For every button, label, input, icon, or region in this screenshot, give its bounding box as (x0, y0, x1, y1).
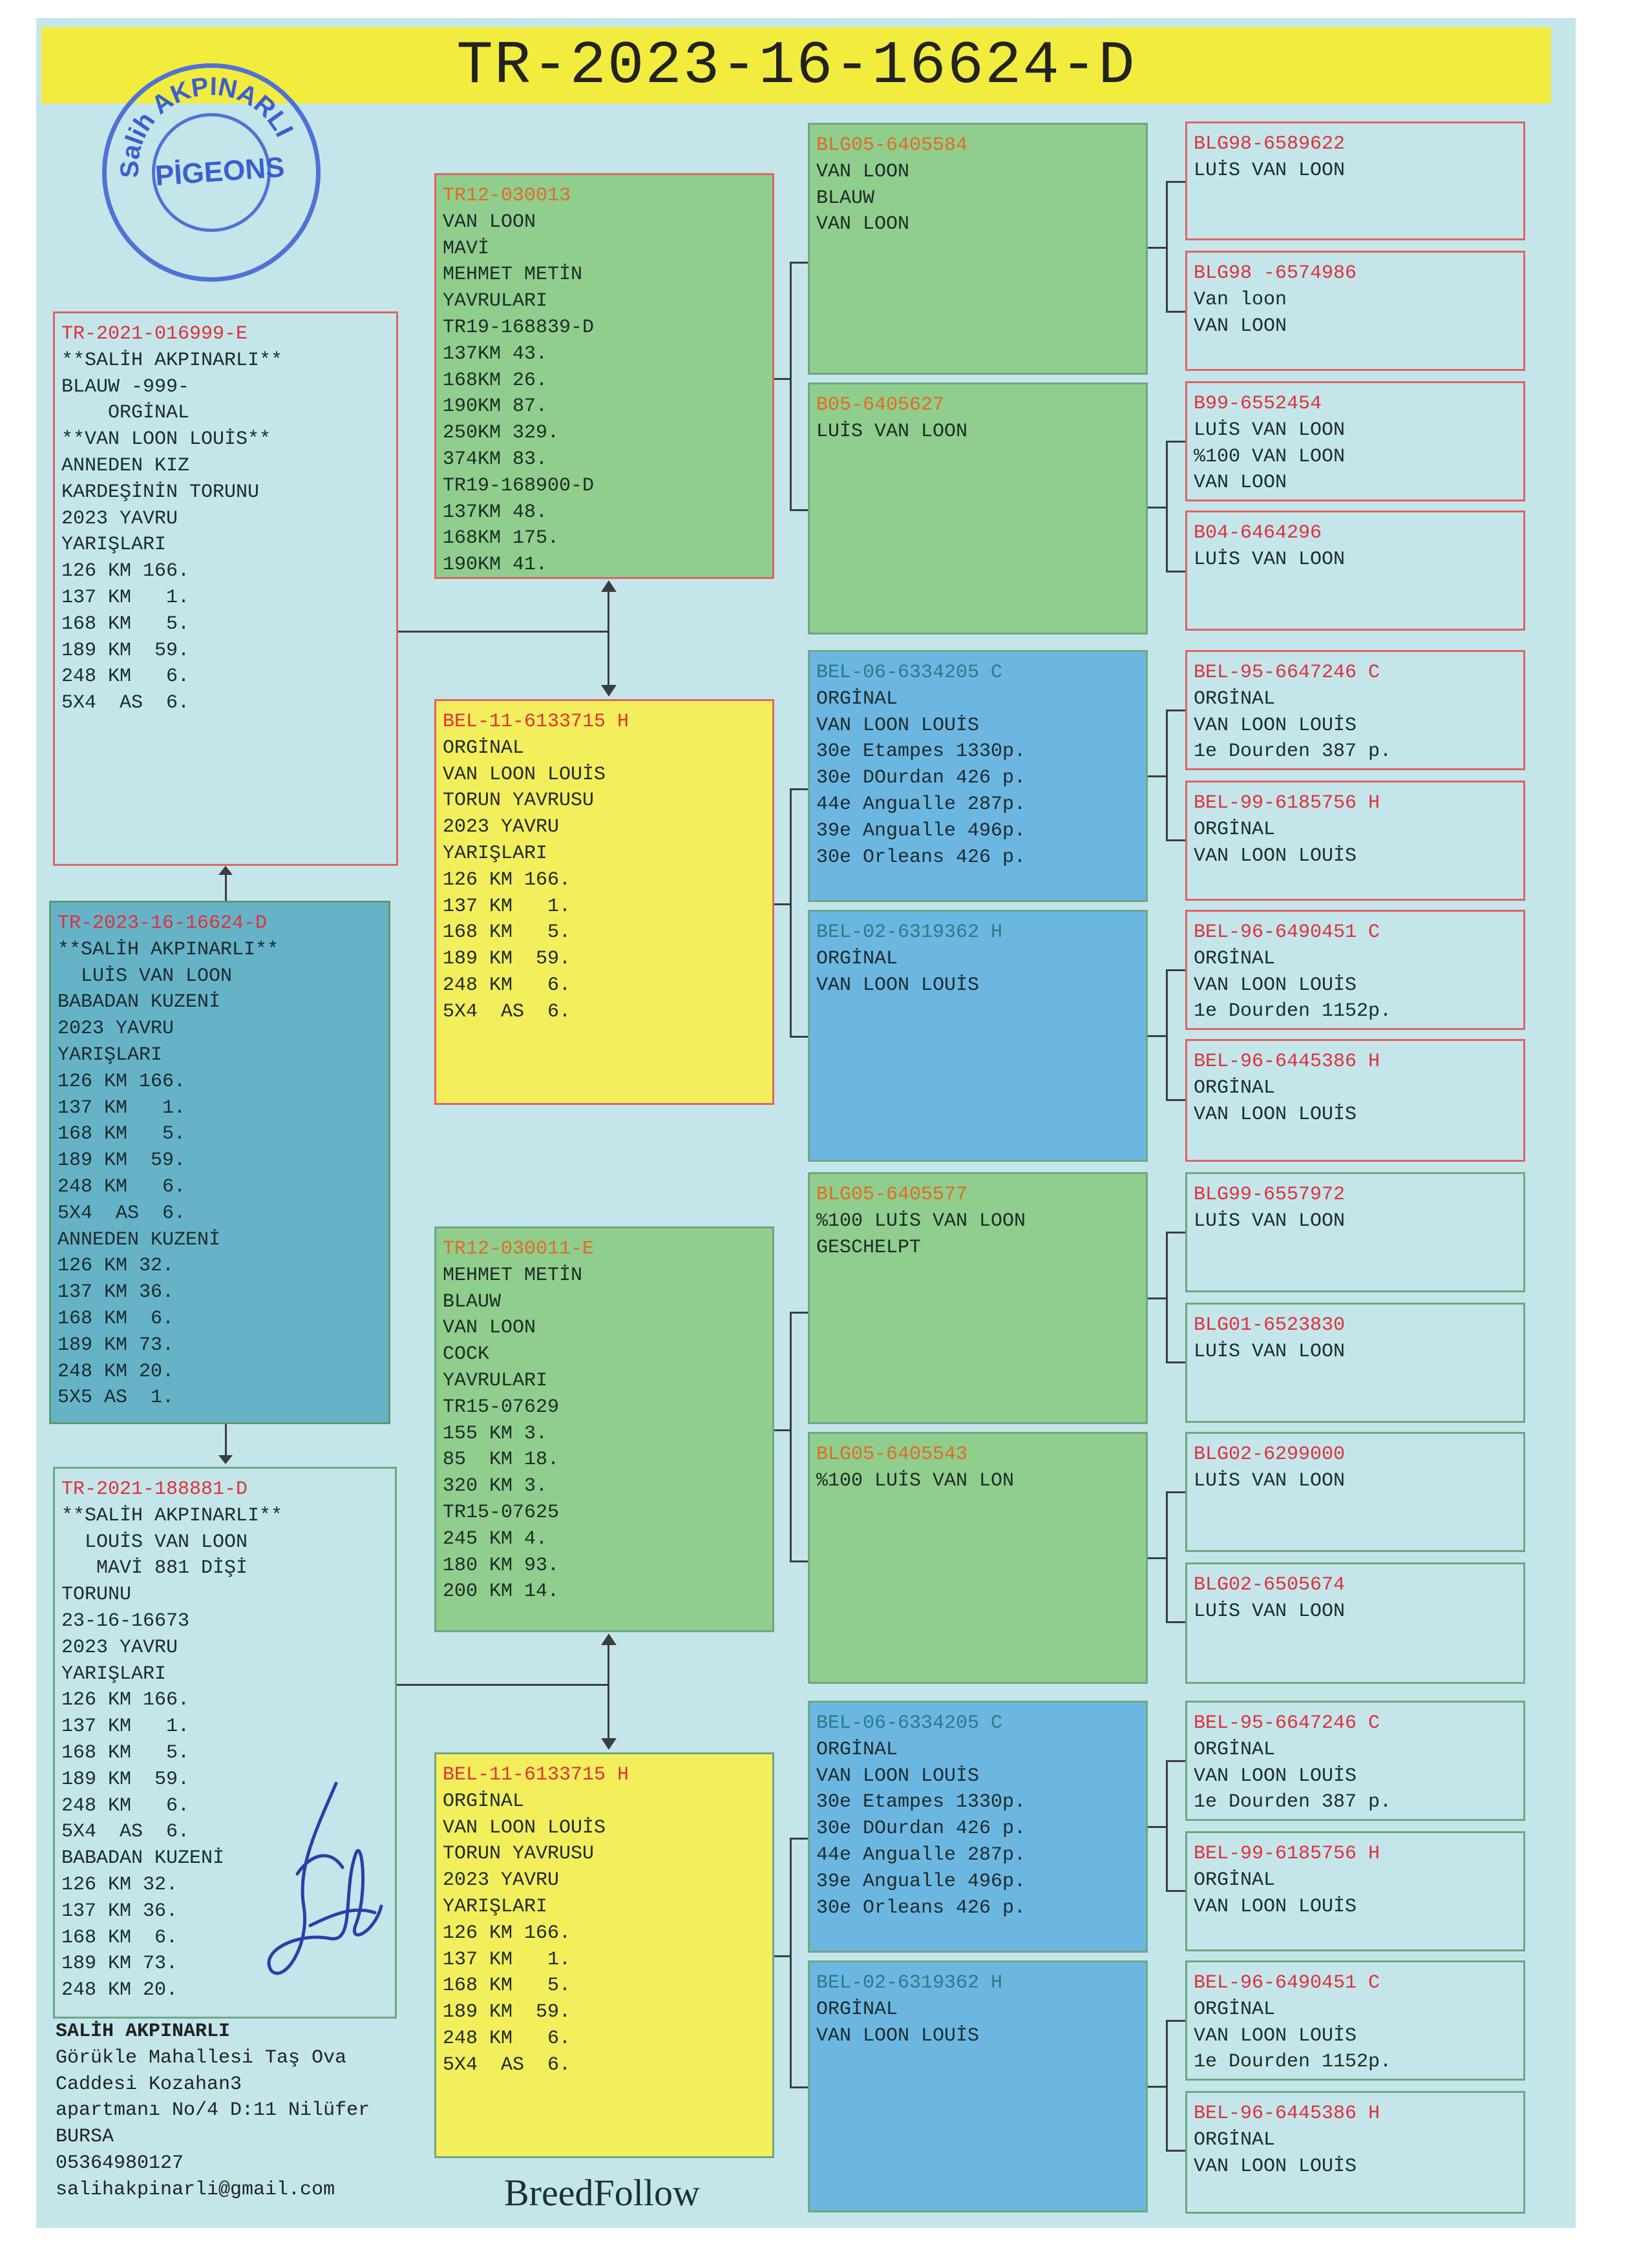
pedigree-line: **SALİH AKPINARLI** (61, 1504, 283, 1527)
pedigree-line: BLAUW (443, 1290, 502, 1313)
pedigree-line: VAN LOON (816, 213, 910, 236)
ring-number: BEL-99-6185756 H (1194, 792, 1380, 814)
connector-line (1166, 2020, 1185, 2022)
connector-line (1148, 1297, 1167, 1299)
connector-line (1166, 2150, 1185, 2152)
pedigree-line: VAN LOON LOUİS (1194, 714, 1357, 737)
ring-number: BLG99-6557972 (1194, 1184, 1346, 1206)
ring-number: BLG98-6589622 (1194, 133, 1346, 155)
pedigree-line: 30e DOurdan 426 p. (816, 767, 1026, 790)
ring-number: BLG05-6405543 (816, 1444, 968, 1465)
pedigree-line: LUİS VAN LOON (1194, 1469, 1346, 1492)
ancestor-box (1185, 510, 1525, 631)
pedigree-line: 137KM 48. (443, 501, 548, 523)
pedigree-line: 137 KM 1. (443, 895, 571, 918)
great-grandparent-box (808, 1960, 1148, 2212)
great-grandparent-box (808, 1172, 1148, 1424)
pedigree-line: LUİS VAN LOON (1194, 159, 1346, 182)
pedigree-line: BABADAN KUZENİ (61, 1847, 225, 1870)
pedigree-line: 189 KM 59. (443, 948, 571, 971)
ancestor-box (1185, 1960, 1525, 2081)
pedigree-line: 168 KM 5. (58, 1123, 186, 1146)
ring-number: B04-6464296 (1194, 522, 1322, 544)
pedigree-line: 180 KM 93. (443, 1554, 560, 1577)
ring-number: TR-2021-188881-D (61, 1478, 248, 1500)
pedigree-line: 190KM 41. (443, 554, 548, 576)
breeder-contact (56, 2019, 443, 2203)
pedigree-line: LUİS VAN LOON (58, 965, 233, 987)
pedigree-line: 190KM 87. (443, 395, 548, 418)
stamp-center-text: PİGEONS (154, 151, 286, 193)
great-grandparent-box (808, 910, 1148, 1162)
pedigree-line: 30e Orleans 426 p. (816, 846, 1026, 868)
connector-line (1166, 1491, 1185, 1493)
ring-number: BEL-06-6334205 C (816, 662, 1003, 684)
pedigree-line: **VAN LOON LOUİS** (61, 428, 271, 451)
pedigree-line: 126 KM 166. (443, 1922, 571, 1944)
ancestor-box (1185, 1172, 1525, 1292)
pedigree-line: 39e Angualle 496p. (816, 819, 1026, 842)
pedigree-line: LUİS VAN LOON (1194, 419, 1346, 441)
ring-number: BEL-11-6133715 H (443, 711, 629, 733)
contact-line: Caddesi Kozahan3 (56, 2073, 242, 2095)
ancestor-box (1185, 910, 1525, 1030)
pedigree-line: ORGİNAL (1194, 1738, 1276, 1761)
connector-line (790, 509, 808, 511)
pedigree-line: VAN LOON (443, 1317, 536, 1339)
arrow-up-icon (218, 866, 233, 875)
ancestor-box (1185, 650, 1525, 770)
pedigree-line: ORGİNAL (61, 402, 190, 425)
pedigree-line: 137 KM 1. (61, 586, 190, 609)
contact-line: salihakpinarli@gmail.com (56, 2178, 335, 2201)
connector-line (1166, 1621, 1185, 1623)
ring-number: TR-2021-016999-E (61, 323, 248, 345)
pedigree-line: VAN LOON LOUİS (1194, 2155, 1357, 2178)
ancestor-box (1185, 251, 1525, 371)
pedigree-line: 30e DOurdan 426 p. (816, 1818, 1026, 1840)
connector-line (1166, 1760, 1168, 1892)
pedigree-line: 168KM 175. (443, 527, 560, 550)
great-grandparent-box (808, 383, 1148, 635)
connector-line (1166, 1890, 1185, 1892)
pedigree-line: VAN LOON LOUİS (1194, 1765, 1357, 1787)
pedigree-line: 200 KM 14. (443, 1580, 560, 1603)
pedigree-line: VAN LOON (443, 211, 536, 233)
connector-line (1166, 441, 1168, 572)
ring-number: BLG01-6523830 (1194, 1314, 1346, 1336)
pedigree-line: 168KM 26. (443, 369, 548, 392)
pedigree-line: VAN LOON LOUİS (816, 1765, 980, 1787)
contact-line: apartmanı No/4 D:11 Nilüfer (56, 2099, 370, 2122)
breeder-stamp (102, 63, 321, 282)
pedigree-line: YARIŞLARI (61, 534, 167, 556)
pedigree-line: ORGİNAL (443, 737, 525, 759)
pedigree-line: VAN LOON LOUİS (1194, 1103, 1357, 1126)
pedigree-line: 30e Etampes 1330p. (816, 740, 1026, 763)
stamp-inner-ring (152, 113, 286, 232)
pedigree-line: VAN LOON LOUİS (816, 974, 980, 996)
connector-line (790, 1838, 792, 2088)
pedigree-line: BLAUW -999- (61, 375, 190, 398)
connector-line (1166, 969, 1168, 1101)
great-grandparent-box (808, 123, 1148, 375)
pedigree-line: TR19-168839-D (443, 316, 595, 339)
pedigree-line: LOUİS VAN LOON (61, 1531, 248, 1553)
connector-line (1166, 1232, 1185, 1234)
connector-line (774, 378, 791, 380)
grandparent-box (434, 1226, 774, 1632)
connector-line (1166, 2020, 1168, 2152)
pedigree-line: 248 KM 6. (443, 974, 571, 996)
pedigree-line: 248 KM 20. (61, 1979, 178, 2002)
pedigree-line: VAN LOON (1194, 472, 1287, 494)
arrow-up-icon (601, 1633, 617, 1645)
ring-number: BEL-96-6445386 H (1194, 2103, 1380, 2125)
pedigree-line: 248 KM 6. (61, 1794, 190, 1817)
connector-line (790, 1560, 808, 1562)
pedigree-line: 126 KM 166. (61, 560, 190, 583)
pedigree-line: Van loon (1194, 288, 1287, 311)
pedigree-line: 30e Orleans 426 p. (816, 1896, 1026, 1919)
ancestor-box (1185, 1831, 1525, 1951)
connector-line (1166, 1361, 1185, 1363)
pedigree-line: TORUN YAVRUSU (443, 790, 595, 812)
pedigree-line: BLAUW (816, 187, 875, 209)
pedigree-line: TR15-07625 (443, 1501, 560, 1524)
pedigree-line: 1e Dourden 387 p. (1194, 1791, 1392, 1814)
pedigree-line: 168 KM 5. (61, 613, 190, 635)
pedigree-line: LUİS VAN LOON (1194, 1210, 1346, 1232)
ancestor-box (1185, 381, 1525, 501)
pedigree-line: VAN LOON LOUİS (816, 714, 980, 737)
pedigree-line: ORGİNAL (816, 947, 898, 970)
pedigree-line: 189 KM 73. (61, 1953, 178, 1975)
pedigree-line: ANNEDEN KUZENİ (58, 1228, 221, 1251)
connector-line (790, 1838, 808, 1840)
pedigree-line: 126 KM 166. (61, 1689, 190, 1712)
connector-line (1166, 441, 1185, 443)
pedigree-line: ORGİNAL (1194, 818, 1276, 841)
pedigree-line: BABADAN KUZENİ (58, 991, 221, 1014)
pedigree-line: VAN LOON LOUİS (1194, 845, 1357, 867)
pedigree-line: ORGİNAL (1194, 1869, 1276, 1891)
connector-line (397, 1684, 609, 1686)
pedigree-line: ORGİNAL (1194, 688, 1276, 710)
ring-number: BEL-96-6490451 C (1194, 921, 1380, 943)
pedigree-line: 1e Dourden 1152p. (1194, 1000, 1392, 1023)
pedigree-line: 85 KM 18. (443, 1449, 560, 1471)
pedigree-line: 126 KM 166. (443, 868, 571, 891)
pedigree-line: VAN LOON LOUİS (1194, 2024, 1357, 2047)
pedigree-line: 2023 YAVRU (58, 1018, 174, 1040)
pedigree-line: 189 KM 59. (443, 2001, 571, 2024)
contact-line: Görükle Mahallesi Taş Ova (56, 2046, 347, 2069)
connector-line (790, 262, 792, 511)
connector-line (1166, 181, 1185, 183)
connector-line (774, 1955, 791, 1957)
connector-line (607, 589, 609, 686)
pedigree-line: COCK (443, 1343, 490, 1366)
pedigree-line: 168 KM 5. (443, 1975, 571, 1997)
ancestor-box (1185, 1701, 1525, 1821)
connector-line (1166, 1491, 1168, 1623)
grandparent-box (434, 699, 774, 1105)
pedigree-line: 1e Dourden 387 p. (1194, 740, 1392, 763)
ring-number: TR12-030013 (443, 185, 571, 207)
contact-line: 05364980127 (56, 2152, 184, 2174)
pedigree-line: 126 KM 32. (58, 1255, 174, 1277)
pedigree-line: ORGİNAL (816, 1998, 898, 2021)
pedigree-line: MEHMET METİN (443, 1264, 583, 1286)
pedigree-line: LUİS VAN LOON (1194, 548, 1346, 571)
pedigree-line: ORGİNAL (443, 1790, 525, 1812)
pedigree-line: YARIŞLARI (443, 1895, 548, 1918)
pedigree-line: 44e Angualle 287p. (816, 793, 1026, 815)
pedigree-line: 189 KM 59. (61, 1768, 190, 1790)
pedigree-line: ORGİNAL (816, 688, 898, 710)
pedigree-line: 155 KM 3. (443, 1422, 548, 1445)
pedigree-line: GESCHELPT (816, 1236, 922, 1259)
pedigree-line: VAN LOON LOUİS (1194, 1895, 1357, 1918)
connector-line (225, 874, 227, 901)
ring-number: BEL-95-6647246 C (1194, 662, 1380, 684)
pedigree-line: 168 KM 5. (61, 1741, 190, 1764)
connector-line (774, 903, 791, 905)
connector-line (790, 2086, 808, 2088)
connector-line (398, 631, 609, 633)
connector-line (1166, 969, 1185, 971)
arrow-down-icon (601, 1738, 617, 1750)
connector-line (1166, 1232, 1168, 1363)
pedigree-line: VAN LOON LOUİS (816, 2024, 980, 2047)
pedigree-line: MAVİ (443, 237, 490, 260)
pedigree-line: 137 KM 36. (58, 1281, 174, 1304)
ring-number: BEL-95-6647246 C (1194, 1712, 1380, 1734)
connector-line (1148, 2086, 1167, 2088)
connector-line (1148, 1826, 1167, 1828)
connector-line (790, 1312, 792, 1562)
connector-line (1166, 571, 1185, 572)
pedigree-line: 248 KM 6. (61, 666, 190, 688)
ancestor-box (1185, 1039, 1525, 1162)
pedigree-line: ORGİNAL (1194, 1998, 1276, 2021)
signature (259, 1777, 388, 1990)
pedigree-line: 189 KM 59. (58, 1150, 186, 1172)
ring-number: TR12-030011-E (443, 1238, 595, 1260)
connector-line (1166, 839, 1185, 841)
connector-line (1166, 181, 1168, 313)
pedigree-line: 137 KM 36. (61, 1900, 178, 1922)
ancestor-box (1185, 1432, 1525, 1552)
ancestor-box (1185, 121, 1525, 240)
pedigree-line: LUİS VAN LOON (816, 420, 968, 443)
pedigree-line: YAVRULARI (443, 1369, 548, 1392)
pedigree-line: 320 KM 3. (443, 1475, 548, 1498)
pedigree-line: VAN LOON LOUİS (443, 763, 606, 786)
ring-number: TR-2023-16-16624-D (58, 912, 268, 934)
pedigree-line: MEHMET METİN (443, 264, 583, 286)
great-grandparent-box (808, 1432, 1148, 1684)
pedigree-line: 248 KM 6. (443, 2027, 571, 2050)
connector-line (1166, 311, 1185, 313)
pedigree-line: 5X5 AS 1. (58, 1387, 174, 1409)
ring-number: BLG05-6405584 (816, 134, 968, 156)
connector-line (1166, 709, 1185, 711)
connector-line (790, 788, 792, 1038)
connector-line (1148, 1035, 1167, 1037)
ring-number: BLG98 -6574986 (1194, 262, 1357, 284)
pedigree-line: YARIŞLARI (443, 842, 548, 865)
contact-line: BURSA (56, 2126, 114, 2148)
brand-name: BreedFollow (504, 2172, 700, 2214)
arrow-up-icon (601, 580, 617, 592)
connector-line (790, 262, 808, 264)
pedigree-line: 2023 YAVRU (61, 1636, 178, 1659)
pedigree-line: %100 VAN LOON (1194, 445, 1346, 468)
ring-number: BLG02-6505674 (1194, 1574, 1346, 1596)
pedigree-line: 126 KM 32. (61, 1873, 178, 1896)
pedigree-line: ANNEDEN KIZ (61, 454, 190, 477)
pedigree-line: 44e Angualle 287p. (816, 1843, 1026, 1866)
pedigree-line: LUİS VAN LOON (1194, 1340, 1346, 1363)
pedigree-line: 2023 YAVRU (61, 507, 178, 530)
ancestor-box (1185, 2091, 1525, 2214)
pedigree-line: 2023 YAVRU (443, 816, 560, 839)
arrow-down-icon (601, 685, 617, 697)
pedigree-line: 189 KM 59. (61, 639, 190, 662)
pedigree-line: ORGİNAL (1194, 1076, 1276, 1099)
great-grandparent-box (808, 650, 1148, 902)
pedigree-line: 39e Angualle 496p. (816, 1870, 1026, 1893)
page-title: TR-2023-16-16624-D (456, 32, 1136, 101)
pedigree-line: 168 KM 5. (443, 921, 571, 944)
connector-line (1166, 1760, 1185, 1762)
connector-line (225, 1424, 227, 1456)
pedigree-line: 248 KM 20. (58, 1360, 174, 1383)
pedigree-line: 126 KM 166. (58, 1070, 186, 1093)
pedigree-line: 30e Etampes 1330p. (816, 1791, 1026, 1814)
svg-text:Salih AKPINARLI: Salih AKPINARLI (115, 72, 299, 178)
grandparent-box (434, 173, 774, 579)
pedigree-line: YARIŞLARI (58, 1044, 163, 1066)
pedigree-line: **SALİH AKPINARLI** (61, 349, 283, 372)
pedigree-line: MAVİ 881 DİŞİ (61, 1557, 248, 1580)
pedigree-line: 5X4 AS 6. (61, 1821, 190, 1843)
pedigree-line: 23-16-16673 (61, 1610, 190, 1632)
grandparent-box (434, 1752, 774, 2158)
ring-number: BEL-02-6319362 H (816, 1972, 1003, 1994)
connector-line (607, 1643, 609, 1739)
ring-number: BEL-11-6133715 H (443, 1764, 629, 1786)
ring-number: B99-6552454 (1194, 393, 1322, 415)
pedigree-line: %100 LUİS VAN LOON (816, 1210, 1026, 1232)
pedigree-line: KARDEŞİNİN TORUNU (61, 481, 260, 503)
pedigree-line: 5X4 AS 6. (61, 692, 190, 715)
pedigree-line: VAN LOON LOUİS (443, 1816, 606, 1839)
pedigree-line: 248 KM 6. (58, 1175, 186, 1198)
arrow-down-icon (218, 1455, 233, 1464)
pedigree-line: 137KM 43. (443, 342, 548, 365)
pedigree-line: 137 KM 1. (61, 1716, 190, 1738)
pedigree-line: LUİS VAN LOON (1194, 1600, 1346, 1622)
pedigree-line: 374KM 83. (443, 448, 548, 470)
connector-line (1166, 709, 1168, 841)
pedigree-line: 168 KM 6. (61, 1926, 178, 1949)
pedigree-line: YARIŞLARI (61, 1663, 167, 1685)
pedigree-line: **SALİH AKPINARLI** (58, 938, 279, 961)
subject-box (49, 901, 390, 1424)
ancestor-box (1185, 1562, 1525, 1684)
ring-number: BEL-06-6334205 C (816, 1712, 1003, 1734)
pedigree-line: ORGİNAL (1194, 2128, 1276, 2151)
connector-line (790, 788, 808, 790)
pedigree-line: 5X4 AS 6. (443, 1000, 571, 1023)
ring-number: BLG05-6405577 (816, 1184, 968, 1206)
pedigree-line: ORGİNAL (816, 1738, 898, 1761)
ring-number: BLG02-6299000 (1194, 1444, 1346, 1465)
pedigree-line: 5X4 AS 6. (443, 2053, 571, 2076)
pedigree-line: TORUNU (61, 1584, 132, 1606)
ring-number: B05-6405627 (816, 394, 945, 416)
breeder-name: SALİH AKPINARLI (56, 2021, 231, 2042)
pedigree-line: ORGİNAL (1194, 947, 1276, 970)
pedigree-line: 137 KM 1. (443, 1948, 571, 1971)
pedigree-line: TR19-168900-D (443, 474, 595, 497)
ancestor-box (1185, 1303, 1525, 1423)
pedigree-line: 189 KM 73. (58, 1334, 174, 1356)
pedigree-line: 250KM 329. (443, 422, 560, 445)
sire-box (53, 311, 398, 866)
connector-line (1148, 1557, 1167, 1559)
pedigree-line: VAN LOON (1194, 315, 1287, 337)
connector-line (1166, 1099, 1185, 1101)
connector-line (790, 1312, 808, 1314)
pedigree-line: 168 KM 6. (58, 1307, 174, 1330)
pedigree-line: TR15-07629 (443, 1396, 560, 1418)
connector-line (1148, 247, 1167, 249)
pedigree-line: 5X4 AS 6. (58, 1202, 186, 1224)
connector-line (1148, 507, 1167, 509)
ring-number: BEL-99-6185756 H (1194, 1843, 1380, 1865)
ancestor-box (1185, 781, 1525, 901)
ring-number: BEL-02-6319362 H (816, 921, 1003, 943)
connector-line (774, 1429, 791, 1431)
pedigree-line: 137 KM 1. (58, 1097, 186, 1119)
pedigree-line: 1e Dourden 1152p. (1194, 2051, 1392, 2074)
ring-number: BEL-96-6490451 C (1194, 1972, 1380, 1994)
connector-line (790, 1036, 808, 1038)
pedigree-line: %100 LUİS VAN LON (816, 1469, 1015, 1492)
pedigree-line: 245 KM 4. (443, 1528, 548, 1550)
pedigree-line: VAN LOON LOUİS (1194, 974, 1357, 996)
pedigree-line: VAN LOON (816, 160, 910, 183)
great-grandparent-box (808, 1701, 1148, 1953)
pedigree-line: YAVRULARI (443, 290, 548, 313)
pedigree-line: TORUN YAVRUSU (443, 1843, 595, 1865)
connector-line (1148, 775, 1167, 777)
ring-number: BEL-96-6445386 H (1194, 1051, 1380, 1073)
pedigree-line: 2023 YAVRU (443, 1869, 560, 1892)
